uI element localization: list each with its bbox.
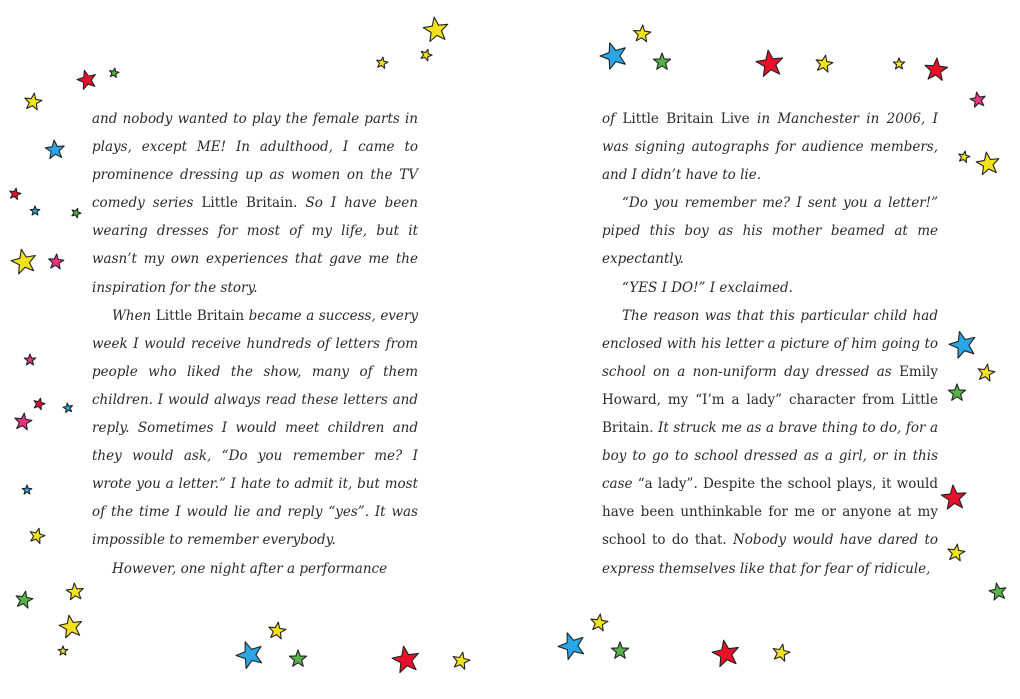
left-page-text: [92, 105, 418, 583]
text-run: in Manchester in 2006, I was signing autographs for audience members, and I didn’t have to lie.: [602, 111, 938, 184]
text-run: When: [112, 307, 156, 324]
text-run: “a lady”. Despite the school plays, it would have been unthinkable for me or anyone at my school to do that.: [602, 476, 938, 549]
right-page: [510, 0, 1020, 699]
text-run: “Do you remember me? I sent you a letter!” piped this boy as his mother beamed at me expectantly.: [602, 195, 938, 268]
right-page-text: [602, 105, 938, 583]
text-run: Emily Howard, my “I’m a lady” character from: [602, 363, 938, 408]
text-run: “YES I DO!” I exclaimed.: [622, 279, 793, 296]
paragraph: [92, 105, 418, 302]
text-run: . It struck me as a brave thing to do, for a boy to go to school dressed as a girl, or in this case: [602, 420, 938, 493]
show-title: Little Britain: [155, 307, 245, 324]
paragraph: [602, 105, 938, 189]
text-run: and nobody wanted to play the female parts in plays, except ME! In adulthood, I came to prominence dressing up as women on the TV comedy series: [92, 111, 418, 212]
show-title: Little Britain: [602, 391, 938, 437]
text-run: . So I have been wearing dresses for most of my life, but it wasn’t my own experiences that gave me the inspiration for the story.: [92, 195, 418, 296]
paragraph: [92, 555, 418, 583]
text-run: Nobody would have dared to express themselves like that for fear of ridicule,: [602, 532, 938, 577]
paragraph: [602, 302, 938, 583]
text-run: The reason was that this particular child had enclosed with his letter a picture of him going to school on a non-uniform day dressed as: [602, 307, 938, 380]
show-title: Little Britain Live: [622, 111, 750, 127]
paragraph: [92, 302, 418, 555]
text-run: became a success, every week I would receive hundreds of letters from people who liked the show, many of them children. I would always read these letters and reply. Sometimes I would meet children and they would ask, “Do you remember me? I wrote you a letter.” I hate to admit it, but most of the time I would lie and reply “yes”. It was impossible to remember everybody.: [92, 307, 419, 549]
paragraph: [602, 274, 938, 302]
paragraph: [602, 189, 938, 273]
text-run: of: [602, 111, 623, 127]
text-run: However, one night after a performance: [112, 560, 388, 577]
show-title: Little Britain: [201, 195, 294, 212]
